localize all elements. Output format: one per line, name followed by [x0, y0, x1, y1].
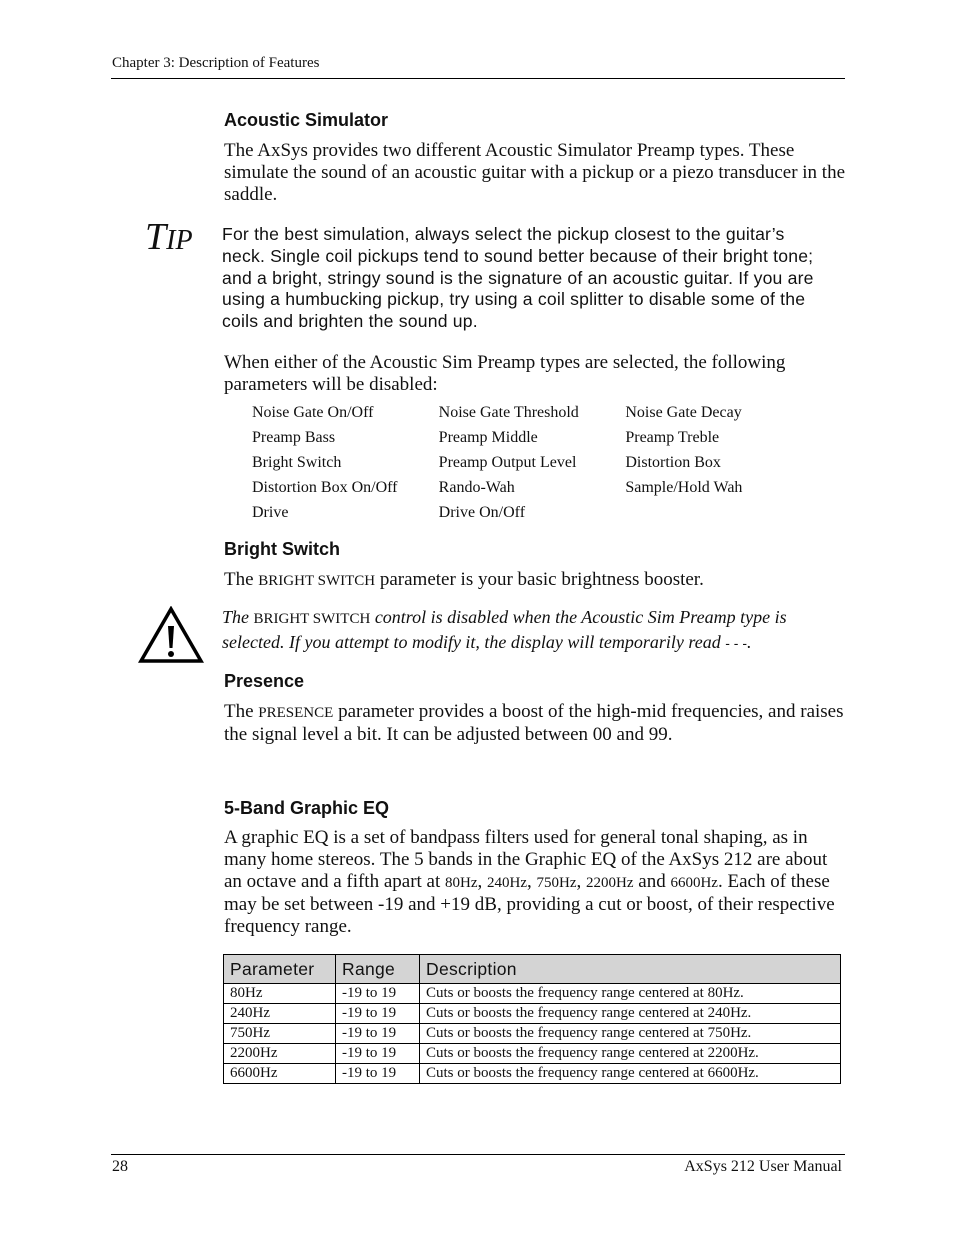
params-row: [252, 450, 812, 475]
table-cell-parameter: 6600Hz: [224, 1064, 336, 1084]
table-cell-range: -19 to 19: [336, 984, 420, 1004]
table-cell-range: -19 to 19: [336, 1024, 420, 1044]
params-row: [252, 475, 812, 500]
table-cell-parameter: 2200Hz: [224, 1044, 336, 1064]
text-run: ,: [527, 871, 537, 892]
params-row: [252, 425, 812, 450]
warning-note: [222, 606, 842, 655]
text-run: The: [224, 701, 259, 722]
tip-label-rest: IP: [166, 225, 193, 256]
params-row: [252, 400, 812, 425]
table-cell-range: -19 to 19: [336, 1004, 420, 1024]
header-rule: [111, 78, 845, 79]
param-item: Preamp Treble: [625, 428, 720, 446]
disabled-params-list: [252, 400, 812, 525]
page-number: 28: [112, 1158, 128, 1175]
table-cell-description: Cuts or boosts the frequency range centered at 80Hz.: [420, 984, 841, 1004]
eq-paragraph: [224, 827, 846, 938]
heading-bright-switch: Bright Switch: [224, 539, 340, 559]
table-row: [224, 1004, 841, 1024]
display-readout: - - -: [725, 635, 748, 651]
parameter-term: BRIGHT SWITCH: [253, 611, 371, 627]
column-header-parameter: Parameter: [224, 955, 336, 984]
param-item: Preamp Output Level: [438, 453, 577, 471]
param-item: Drive: [252, 503, 289, 521]
param-item: Noise Gate On/Off: [252, 403, 374, 421]
table-row: [224, 984, 841, 1004]
table-cell-description: Cuts or boosts the frequency range centered at 240Hz.: [420, 1004, 841, 1024]
frequency-term: 6600Hz: [670, 875, 718, 891]
tip-text: For the best simulation, always select the pickup closest to the guitar’s neck. Single coil pickups tend to sound better because of their bright tone; and a bright, stringy sound is the signature of an acoustic guitar. If you are using a humbucking pickup, try using a coil splitter to disable some of the coils and brighten the sound up.: [222, 224, 814, 332]
text-run: parameter is your basic brightness booster.: [375, 569, 704, 590]
parameter-term: BRIGHT SWITCH: [258, 573, 376, 589]
frequency-term: 2200Hz: [586, 875, 634, 891]
heading-graphic-eq: 5-Band Graphic EQ: [224, 798, 390, 818]
table-cell-range: -19 to 19: [336, 1044, 420, 1064]
eq-parameter-table: [223, 954, 841, 1084]
text-run: The: [222, 607, 254, 627]
table-cell-parameter: 80Hz: [224, 984, 336, 1004]
param-item: Drive On/Off: [438, 503, 526, 521]
acoustic-intro-paragraph: The AxSys provides two different Acoustic Simulator Preamp types. These simulate the sound of an acoustic guitar with a pickup or a piezo transducer in the saddle.: [224, 140, 846, 205]
param-item: Distortion Box On/Off: [252, 478, 398, 496]
param-item: Sample/Hold Wah: [625, 478, 743, 496]
param-item: Noise Gate Threshold: [438, 403, 579, 421]
table-cell-parameter: 750Hz: [224, 1024, 336, 1044]
table-row: [224, 1044, 841, 1064]
table-header-row: [224, 955, 841, 984]
disabled-params-intro: When either of the Acoustic Sim Preamp types are selected, the following parameters will be disabled:: [224, 352, 786, 395]
text-run: ,: [576, 871, 587, 892]
tip-label: [145, 218, 193, 256]
param-item: Noise Gate Decay: [625, 403, 742, 421]
text-run: parameter provides a boost of the high-mid frequencies, and raises the signal level a bit. It can be adjusted between 00 and 99.: [224, 701, 844, 745]
param-item: Preamp Bass: [252, 428, 336, 446]
column-header-description: Description: [420, 955, 841, 984]
running-header: Chapter 3: Description of Features: [112, 55, 320, 71]
table-row: [224, 1064, 841, 1084]
param-item: Bright Switch: [252, 453, 342, 471]
text-run: .: [747, 632, 752, 652]
table-cell-parameter: 240Hz: [224, 1004, 336, 1024]
text-run: The: [224, 569, 259, 590]
frequency-term: 80Hz: [445, 875, 478, 891]
table-cell-description: Cuts or boosts the frequency range centered at 750Hz.: [420, 1024, 841, 1044]
text-run: control is disabled when the Acoustic Sim Preamp type is selected. If you attempt to modify it, the display will temporarily read: [222, 607, 787, 652]
table-cell-range: -19 to 19: [336, 1064, 420, 1084]
parameter-term: PRESENCE: [258, 705, 334, 721]
column-header-range: Range: [336, 955, 420, 984]
heading-acoustic-simulator: Acoustic Simulator: [224, 110, 389, 130]
param-item: Rando-Wah: [438, 478, 515, 496]
presence-paragraph: [224, 701, 849, 746]
table-cell-description: Cuts or boosts the frequency range centered at 2200Hz.: [420, 1044, 841, 1064]
warning-icon: [138, 606, 204, 664]
params-row: [252, 500, 812, 525]
text-run: . Each of these may be set between -19 and +19 dB, providing a cut or boost, of their respective frequency range.: [224, 871, 835, 937]
frequency-term: 240Hz: [487, 875, 528, 891]
tip-label-initial: T: [145, 216, 167, 258]
text-run: ,: [477, 871, 488, 892]
table-cell-description: Cuts or boosts the frequency range centered at 6600Hz.: [420, 1064, 841, 1084]
manual-title: AxSys 212 User Manual: [684, 1158, 842, 1175]
bright-switch-paragraph: [224, 569, 849, 592]
text-run: A graphic EQ is a set of bandpass filters used for general tonal shaping, as in many home stereos. The 5 bands in the Graphic EQ of the AxSys 212 are about an octave and a fifth apart at: [224, 827, 828, 892]
frequency-term: 750Hz: [536, 875, 577, 891]
param-item: Preamp Middle: [438, 428, 538, 446]
table-row: [224, 1024, 841, 1044]
heading-presence: Presence: [224, 671, 305, 691]
footer-rule: [111, 1154, 845, 1155]
param-item: Distortion Box: [625, 453, 721, 471]
text-run: and: [633, 871, 671, 892]
